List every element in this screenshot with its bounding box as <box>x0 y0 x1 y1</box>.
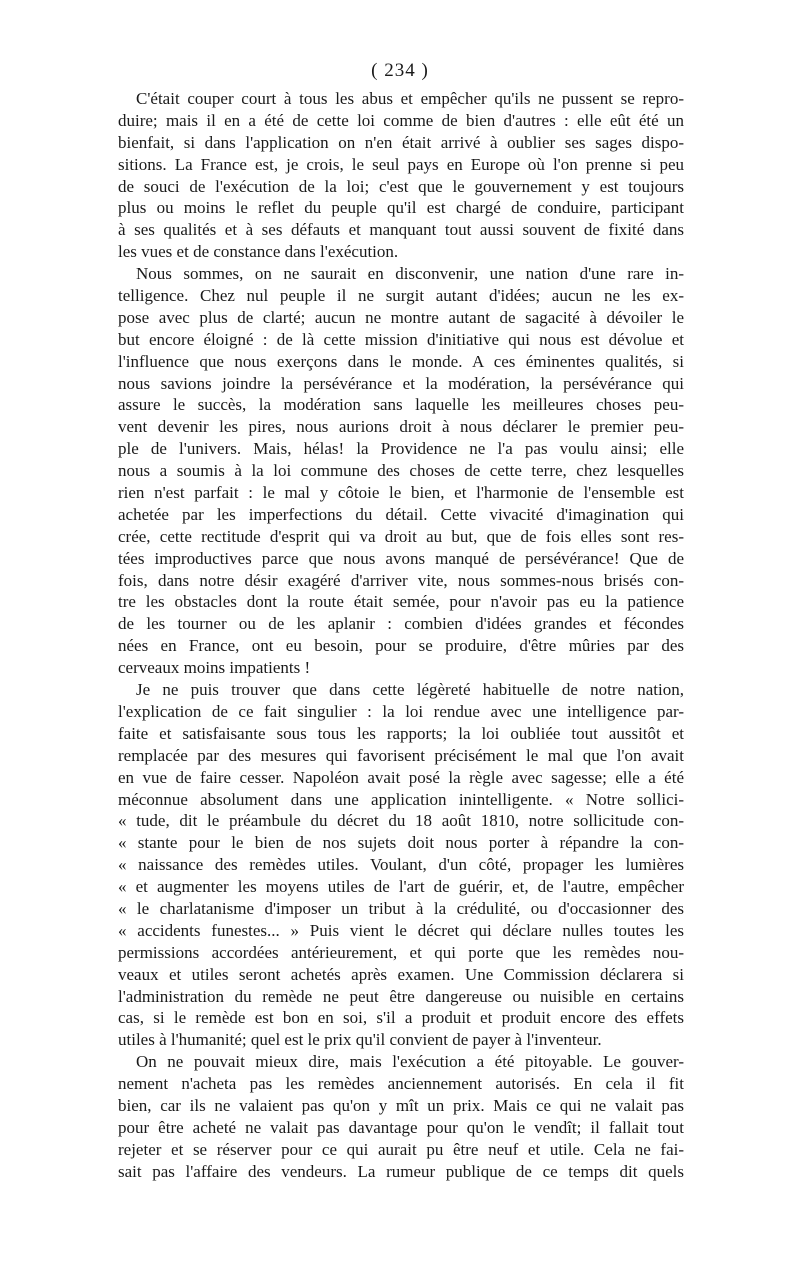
paragraph <box>118 263 684 679</box>
text-line: « le charlatanisme d'imposer un tribut à la crédulité, ou d'occasionner des <box>118 898 684 918</box>
text-line: permissions accordées antérieurement, et qui porte que les remèdes nou- <box>118 942 684 962</box>
text-line: remplacée par des mesures qui favorisent précisément le mal que l'on avait <box>118 745 684 765</box>
text-line: pour être acheté ne valait pas davantage pour qu'on le vendît; il fallait tout <box>118 1117 684 1137</box>
text-line: bien, car ils ne valaient pas qu'on y mît un prix. Mais ce qui ne valait pas <box>118 1095 684 1115</box>
text-line: cerveaux moins impatients ! <box>118 658 311 678</box>
text-line: crée, cette rectitude d'esprit qui va droit au but, que de fois elles sont res- <box>118 526 684 546</box>
page-number: ( 234 ) <box>371 60 429 81</box>
text-line: les vues et de constance dans l'exécution. <box>118 242 399 262</box>
text-line: achetée par les imperfections du détail. Cette vivacité d'imagination qui <box>118 504 684 524</box>
text-line: rien n'est parfait : le mal y côtoie le bien, et l'harmonie de l'ensemble est <box>118 483 684 503</box>
text-line: de souci de l'exécution de la loi; c'est que le gouvernement y est toujours <box>118 176 684 196</box>
text-line: nées en France, ont eu besoin, pour se produire, d'être mûries par des <box>118 636 684 656</box>
text-line: pose avec plus de clarté; aucun ne montre autant de sagacité à dévoiler le <box>118 307 684 327</box>
text-line: nement n'acheta pas les remèdes anciennement autorisés. En cela il fit <box>118 1074 684 1094</box>
text-line: « accidents funestes... » Puis vient le décret qui déclare nulles toutes les <box>118 920 684 940</box>
text-line: On ne pouvait mieux dire, mais l'exécution a été pitoyable. Le gouver- <box>136 1052 684 1072</box>
text-line: but encore éloigné : de là cette mission d'initiative qui nous est dévolue et <box>118 329 684 349</box>
text-line: plus ou moins le reflet du peuple qu'il est chargé de conduire, participant <box>118 198 684 218</box>
paragraph <box>118 1051 684 1182</box>
text-line: duire; mais il en a été de cette loi comme de bien d'autres : elle eût été un <box>118 110 684 130</box>
paragraph <box>118 88 684 263</box>
text-line: Nous sommes, on ne saurait en disconvenir, une nation d'une rare in- <box>136 264 684 284</box>
text-line: en vue de faire cesser. Napoléon avait posé la règle avec sagesse; elle a été <box>118 767 684 787</box>
text-line: telligence. Chez nul peuple il ne surgit autant d'idées; aucun ne les ex- <box>118 286 684 306</box>
text-line: l'administration du remède ne peut être dangereuse ou nuisible en certains <box>118 986 684 1006</box>
text-line: « tude, dit le préambule du décret du 18 août 1810, notre sollicitude con- <box>118 811 684 831</box>
text-line: faite et satisfaisante sous tous les rapports; la loi oubliée tout aussitôt et <box>118 723 684 743</box>
text-line: tées improductives parce que nous avons manqué de persévérance! Que de <box>118 548 684 568</box>
text-line: l'explication de ce fait singulier : la loi rendue avec une intelligence par- <box>118 701 684 721</box>
text-line: sitions. La France est, je crois, le seul pays en Europe où l'on prenne si peu <box>118 154 684 174</box>
body-text <box>118 88 684 1183</box>
text-line: Je ne puis trouver que dans cette légèreté habituelle de notre nation, <box>136 680 684 700</box>
text-line: cas, si le remède est bon en soi, s'il a produit et produit encore des effets <box>118 1008 684 1028</box>
text-line: nous savions joindre la persévérance et la modération, la persévérance qui <box>118 373 684 393</box>
text-line: assure le succès, la modération sans laquelle les meilleures choses peu- <box>118 395 684 415</box>
text-line: nous a soumis à la loi commune des choses de cette terre, chez lesquelles <box>118 461 684 481</box>
text-line: utiles à l'humanité; quel est le prix qu'il convient de payer à l'inventeur. <box>118 1030 602 1050</box>
text-line: C'était couper court à tous les abus et empêcher qu'ils ne pussent se repro- <box>136 89 684 108</box>
text-line: l'influence que nous exerçons dans le monde. A ces éminentes qualités, si <box>118 351 684 371</box>
text-line: « naissance des remèdes utiles. Voulant, d'un côté, propager les lumières <box>118 855 684 875</box>
text-line: ple de l'univers. Mais, hélas! la Providence ne l'a pas voulu ainsi; elle <box>118 439 684 459</box>
text-line: bienfait, si dans l'application on n'en était arrivé à oublier ses sages dispo- <box>118 132 684 152</box>
text-line: à ses qualités et à ses défauts et manquant tout aussi souvent de fixité dans <box>118 220 684 240</box>
text-line: sait pas l'affaire des vendeurs. La rumeur publique de ce temps dit quels <box>118 1161 684 1181</box>
text-line: de les tourner ou de les aplanir : combien d'idées grandes et fécondes <box>118 614 684 634</box>
paragraph <box>118 679 684 1051</box>
text-line: tre les obstacles dont la route était semée, pour n'avoir pas eu la patience <box>118 592 684 612</box>
text-line: vent devenir les pires, nous aurions droit à nous déclarer le premier peu- <box>118 417 684 437</box>
text-line: « et augmenter les moyens utiles de l'art de guérir, et, de l'autre, empêcher <box>118 877 684 897</box>
text-line: « stante pour le bien de nos sujets doit nous porter à répandre la con- <box>118 833 684 853</box>
text-line: méconnue absolument dans une application inintelligente. « Notre sollici- <box>118 789 684 809</box>
text-line: rejeter et se réserver pour ce qui aurait pu être neuf et utile. Cela ne fai- <box>118 1139 684 1159</box>
text-line: veaux et utiles seront achetés après examen. Une Commission déclarera si <box>118 964 684 984</box>
text-line: fois, dans notre désir exagéré d'arriver vite, nous sommes-nous brisés con- <box>118 570 684 590</box>
